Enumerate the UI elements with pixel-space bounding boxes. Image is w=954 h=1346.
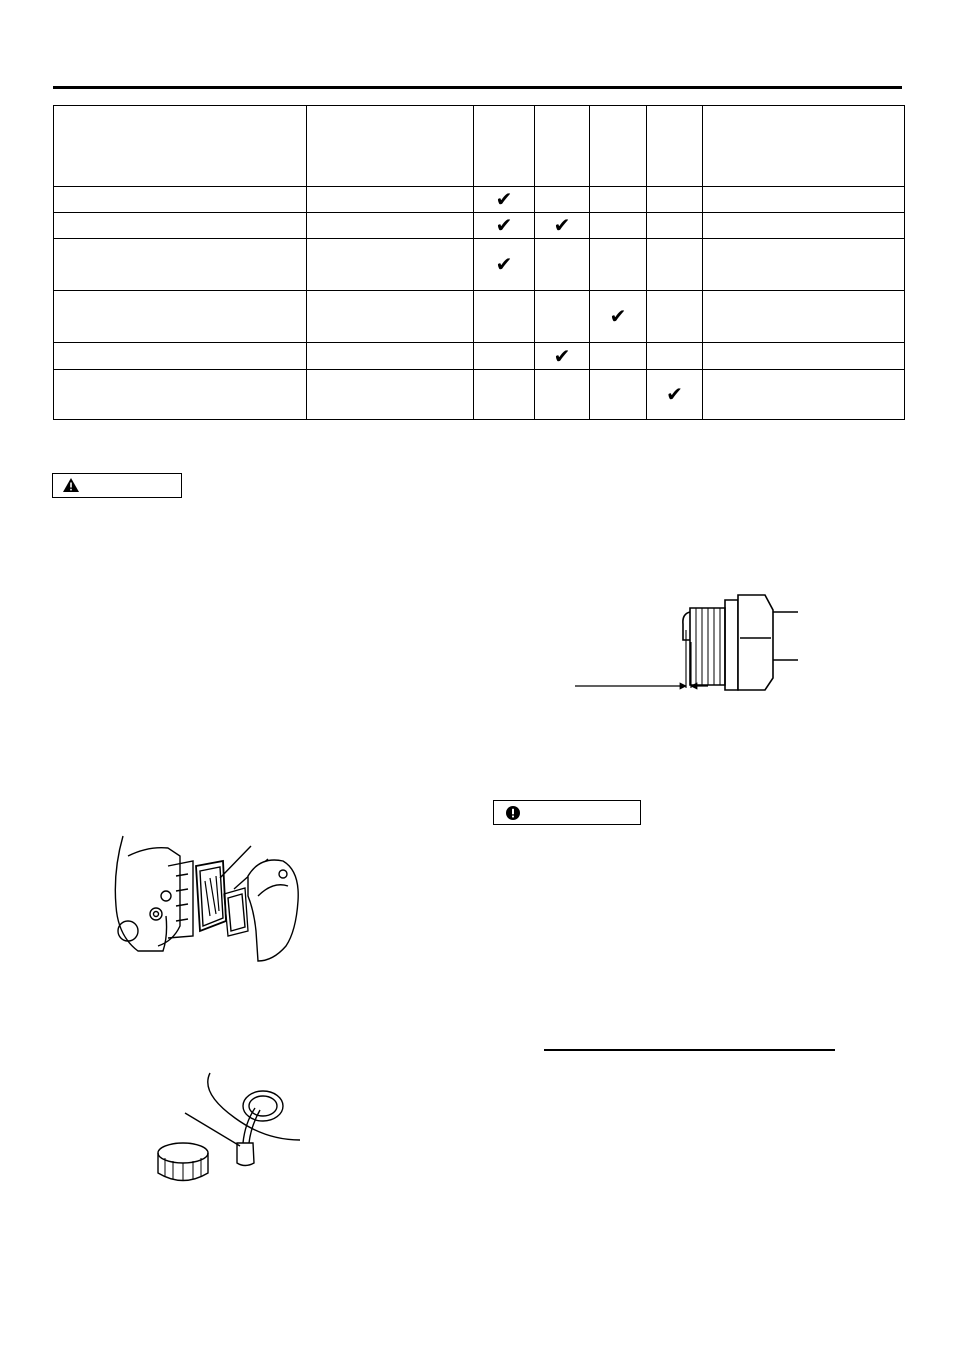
table-cell xyxy=(590,343,647,370)
checkmark-icon: ✔ xyxy=(553,343,571,368)
air-filter-figure xyxy=(108,826,308,966)
maintenance-schedule-table xyxy=(53,105,905,420)
table-cell xyxy=(307,291,474,343)
checkmark-icon: ✔ xyxy=(495,213,513,237)
table-cell xyxy=(703,370,905,420)
blank-rule xyxy=(544,1049,835,1051)
header-cell xyxy=(535,106,590,187)
table-cell xyxy=(54,187,307,213)
table-cell xyxy=(535,370,590,420)
checkmark-icon: ✔ xyxy=(495,187,513,211)
table-cell xyxy=(590,370,647,420)
table-row xyxy=(54,291,905,343)
table-header-row xyxy=(54,106,905,187)
table-cell xyxy=(703,291,905,343)
table-cell xyxy=(307,213,474,239)
table-cell xyxy=(647,343,703,370)
table-cell xyxy=(590,213,647,239)
table-cell xyxy=(307,187,474,213)
table-cell xyxy=(474,291,535,343)
table-row xyxy=(54,239,905,291)
table-cell xyxy=(474,187,535,213)
checkmark-icon: ✔ xyxy=(553,213,571,237)
table-cell xyxy=(703,187,905,213)
table-cell xyxy=(590,239,647,291)
table-row xyxy=(54,370,905,420)
table-cell xyxy=(535,213,590,239)
header-cell xyxy=(647,106,703,187)
header-cell xyxy=(54,106,307,187)
table-row xyxy=(54,343,905,370)
exclamation-circle-icon xyxy=(506,806,520,820)
table-cell xyxy=(703,343,905,370)
table-cell xyxy=(703,239,905,291)
fuel-filter-figure xyxy=(155,1068,305,1188)
table-cell xyxy=(474,239,535,291)
warning-label xyxy=(52,473,182,498)
table-cell xyxy=(647,239,703,291)
table-cell xyxy=(590,187,647,213)
table-cell xyxy=(307,239,474,291)
notice-label xyxy=(493,800,641,825)
table-cell xyxy=(535,291,590,343)
table-cell xyxy=(647,187,703,213)
table-cell xyxy=(535,239,590,291)
checkmark-icon: ✔ xyxy=(495,252,513,276)
spark-plug-gap-figure xyxy=(570,590,810,695)
table-cell xyxy=(54,239,307,291)
header-cell xyxy=(474,106,535,187)
table-cell xyxy=(54,370,307,420)
table-cell xyxy=(703,213,905,239)
table-cell xyxy=(474,343,535,370)
header-cell xyxy=(703,106,905,187)
table-cell xyxy=(54,213,307,239)
table-cell xyxy=(474,213,535,239)
table-cell xyxy=(535,343,590,370)
top-rule xyxy=(53,86,902,89)
table-cell xyxy=(474,370,535,420)
table-cell xyxy=(54,343,307,370)
header-cell xyxy=(307,106,474,187)
table-cell xyxy=(535,187,590,213)
table-row xyxy=(54,187,905,213)
table-cell xyxy=(590,291,647,343)
table-cell xyxy=(647,291,703,343)
table-cell xyxy=(647,370,703,420)
checkmark-icon: ✔ xyxy=(666,382,683,406)
table-cell xyxy=(54,291,307,343)
table-cell xyxy=(307,343,474,370)
table-cell xyxy=(647,213,703,239)
warning-triangle-icon xyxy=(63,478,79,492)
table-row xyxy=(54,213,905,239)
header-cell xyxy=(590,106,647,187)
checkmark-icon: ✔ xyxy=(609,304,627,328)
table-cell xyxy=(307,370,474,420)
